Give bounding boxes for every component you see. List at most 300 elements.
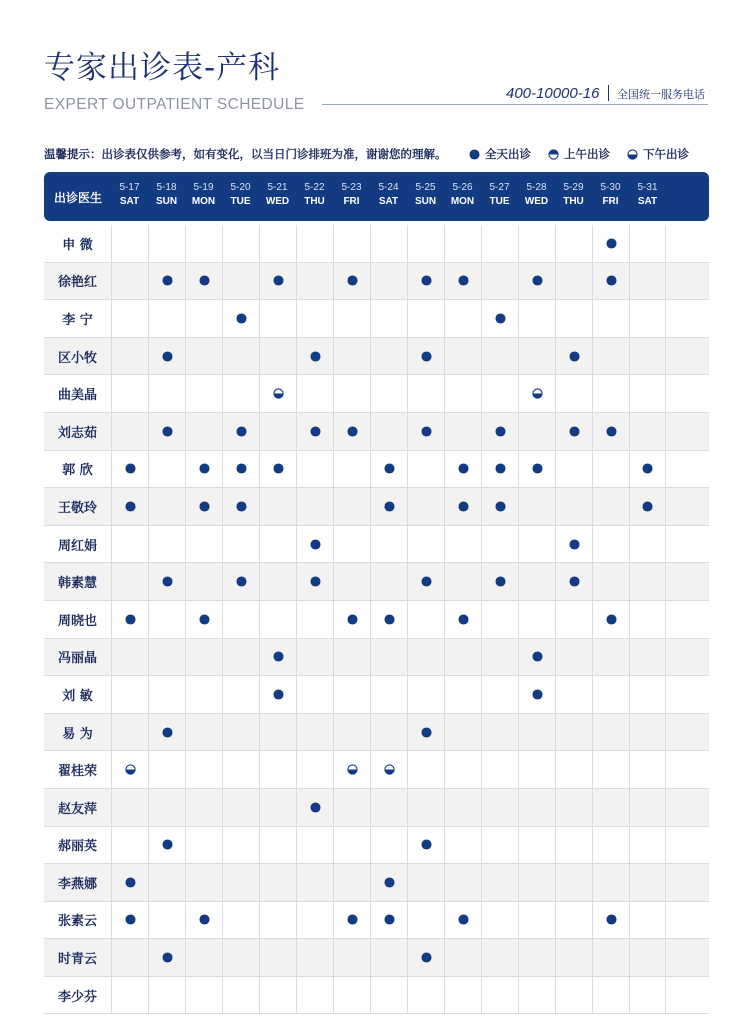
header-date bbox=[518, 172, 555, 207]
schedule-cell bbox=[407, 676, 444, 713]
full-day-dot-icon bbox=[199, 914, 210, 925]
schedule-cell bbox=[592, 939, 629, 976]
doctor-name: 赵友萍 bbox=[57, 801, 97, 817]
doctor-name: 郭 欣 bbox=[62, 463, 93, 479]
schedule-cell bbox=[592, 526, 629, 563]
schedule-cell bbox=[555, 827, 592, 864]
header-date-day: 5-26 bbox=[452, 182, 473, 193]
schedule-cell bbox=[259, 864, 296, 901]
afternoon-dot-icon bbox=[347, 764, 358, 775]
schedule-cell bbox=[333, 563, 370, 600]
schedule-cell bbox=[592, 375, 629, 412]
table-row bbox=[44, 375, 709, 413]
schedule-cell bbox=[333, 263, 370, 300]
schedule-cell bbox=[111, 827, 148, 864]
schedule-cell bbox=[185, 563, 222, 600]
half-bottom-circle-icon bbox=[627, 149, 638, 160]
legend-morning-label: 上午出诊 bbox=[564, 147, 610, 161]
schedule-cell bbox=[481, 263, 518, 300]
full-day-dot-icon bbox=[236, 576, 247, 587]
schedule-cell bbox=[222, 676, 259, 713]
schedule-cell bbox=[444, 714, 481, 751]
full-day-dot-icon bbox=[125, 914, 136, 925]
schedule-cell bbox=[333, 827, 370, 864]
full-day-dot-icon bbox=[236, 463, 247, 474]
header-date bbox=[185, 172, 222, 207]
schedule-cell bbox=[222, 601, 259, 638]
full-day-dot-icon bbox=[458, 914, 469, 925]
header-date bbox=[481, 172, 518, 207]
schedule-cell bbox=[555, 563, 592, 600]
schedule-cell bbox=[407, 300, 444, 337]
header-date-weekday: SAT bbox=[119, 196, 140, 207]
doctor-name: 申 微 bbox=[62, 237, 93, 253]
schedule-cell bbox=[185, 676, 222, 713]
header-date-day: 5-18 bbox=[156, 182, 177, 193]
full-day-dot-icon bbox=[347, 426, 358, 437]
schedule-cell bbox=[148, 338, 185, 375]
full-day-dot-icon bbox=[162, 727, 173, 738]
header-date-weekday: TUE bbox=[489, 196, 510, 207]
full-day-dot-icon bbox=[273, 689, 284, 700]
schedule-cell bbox=[333, 526, 370, 563]
schedule-cell bbox=[444, 413, 481, 450]
header-date-day: 5-24 bbox=[378, 182, 399, 193]
schedule-cell bbox=[259, 413, 296, 450]
schedule-cell bbox=[555, 375, 592, 412]
schedule-cell bbox=[148, 263, 185, 300]
schedule-cell bbox=[111, 413, 148, 450]
full-day-dot-icon bbox=[569, 426, 580, 437]
schedule-cell bbox=[259, 526, 296, 563]
schedule-cell bbox=[185, 827, 222, 864]
schedule-cell bbox=[111, 451, 148, 488]
doctor-name: 韩素慧 bbox=[57, 576, 97, 592]
doctor-name: 张素云 bbox=[57, 914, 97, 930]
schedule-cell bbox=[555, 789, 592, 826]
full-day-dot-icon bbox=[125, 463, 136, 474]
schedule-cell bbox=[444, 827, 481, 864]
full-day-dot-icon bbox=[532, 689, 543, 700]
schedule-cell bbox=[629, 639, 666, 676]
schedule-cell bbox=[407, 263, 444, 300]
schedule-cell bbox=[481, 902, 518, 939]
header-date bbox=[148, 172, 185, 207]
header-date-day: 5-22 bbox=[304, 182, 325, 193]
schedule-cell bbox=[296, 639, 333, 676]
schedule-cell bbox=[592, 864, 629, 901]
schedule-cell bbox=[370, 789, 407, 826]
schedule-cell bbox=[148, 789, 185, 826]
schedule-cell bbox=[111, 526, 148, 563]
schedule-cell bbox=[333, 751, 370, 788]
schedule-cell bbox=[481, 864, 518, 901]
legend-full-day-label: 全天出诊 bbox=[485, 147, 531, 161]
schedule-cell bbox=[370, 300, 407, 337]
schedule-cell bbox=[518, 263, 555, 300]
schedule-cell bbox=[111, 225, 148, 262]
full-day-dot-icon bbox=[273, 463, 284, 474]
schedule-cell bbox=[370, 601, 407, 638]
schedule-cell bbox=[444, 939, 481, 976]
schedule-cell bbox=[481, 375, 518, 412]
doctor-name: 易 为 bbox=[62, 726, 93, 742]
schedule-cell bbox=[222, 300, 259, 337]
schedule-cell bbox=[185, 714, 222, 751]
full-day-dot-icon bbox=[421, 275, 432, 286]
page-subtitle: EXPERT OUTPATIENT SCHEDULE bbox=[44, 96, 305, 113]
schedule-cell bbox=[555, 676, 592, 713]
schedule-cell bbox=[518, 488, 555, 525]
full-day-dot-icon bbox=[384, 914, 395, 925]
schedule-cell bbox=[629, 827, 666, 864]
doctor-name: 李燕娜 bbox=[57, 876, 97, 892]
schedule-cell bbox=[629, 864, 666, 901]
schedule-cell bbox=[259, 225, 296, 262]
schedule-cell bbox=[111, 601, 148, 638]
schedule-cell bbox=[370, 563, 407, 600]
schedule-cell bbox=[481, 563, 518, 600]
schedule-cell bbox=[555, 526, 592, 563]
schedule-cell bbox=[296, 864, 333, 901]
schedule-cell bbox=[629, 789, 666, 826]
schedule-cell bbox=[222, 338, 259, 375]
schedule-cell bbox=[629, 939, 666, 976]
schedule-cell bbox=[333, 225, 370, 262]
schedule-cell bbox=[370, 714, 407, 751]
schedule-cell bbox=[592, 977, 629, 1014]
schedule-cell bbox=[444, 601, 481, 638]
schedule-cell bbox=[296, 526, 333, 563]
schedule-cell bbox=[444, 676, 481, 713]
schedule-cell bbox=[555, 714, 592, 751]
schedule-cell bbox=[407, 827, 444, 864]
schedule-cell bbox=[444, 751, 481, 788]
table-row bbox=[44, 300, 709, 338]
schedule-cell bbox=[296, 225, 333, 262]
schedule-cell bbox=[444, 639, 481, 676]
schedule-grid bbox=[44, 225, 709, 1014]
full-day-dot-icon bbox=[569, 539, 580, 550]
schedule-cell bbox=[407, 977, 444, 1014]
full-day-dot-icon bbox=[310, 351, 321, 362]
doctor-name: 刘 敏 bbox=[62, 688, 93, 704]
schedule-cell bbox=[148, 977, 185, 1014]
doctor-name: 翟桂荣 bbox=[57, 764, 97, 780]
full-day-dot-icon bbox=[642, 501, 653, 512]
schedule-cell bbox=[111, 563, 148, 600]
full-day-dot-icon bbox=[569, 576, 580, 587]
schedule-cell bbox=[370, 676, 407, 713]
table-row bbox=[44, 639, 709, 677]
schedule-cell bbox=[481, 714, 518, 751]
schedule-cell bbox=[592, 413, 629, 450]
schedule-cell bbox=[481, 300, 518, 337]
schedule-cell bbox=[259, 751, 296, 788]
full-day-dot-icon bbox=[458, 501, 469, 512]
schedule-cell bbox=[481, 225, 518, 262]
schedule-cell bbox=[148, 714, 185, 751]
full-day-dot-icon bbox=[606, 914, 617, 925]
full-day-dot-icon bbox=[199, 614, 210, 625]
schedule-cell bbox=[444, 977, 481, 1014]
full-day-dot-icon bbox=[236, 313, 247, 324]
schedule-cell bbox=[444, 300, 481, 337]
schedule-cell bbox=[148, 827, 185, 864]
schedule-cell bbox=[296, 939, 333, 976]
schedule-cell bbox=[407, 413, 444, 450]
schedule-cell bbox=[111, 902, 148, 939]
schedule-cell bbox=[222, 488, 259, 525]
schedule-cell bbox=[222, 639, 259, 676]
schedule-cell bbox=[592, 338, 629, 375]
full-day-dot-icon bbox=[310, 539, 321, 550]
schedule-cell bbox=[629, 263, 666, 300]
schedule-cell bbox=[518, 827, 555, 864]
schedule-cell bbox=[407, 751, 444, 788]
schedule-cell bbox=[592, 827, 629, 864]
schedule-cell bbox=[518, 676, 555, 713]
schedule-cell bbox=[185, 225, 222, 262]
full-day-dot-icon bbox=[199, 275, 210, 286]
full-day-dot-icon bbox=[199, 463, 210, 474]
schedule-cell bbox=[444, 375, 481, 412]
schedule-cell bbox=[296, 902, 333, 939]
doctor-name: 李少芬 bbox=[57, 989, 97, 1005]
schedule-cell bbox=[518, 563, 555, 600]
full-day-dot-icon bbox=[642, 463, 653, 474]
header-date bbox=[629, 172, 666, 207]
full-day-dot-icon bbox=[236, 501, 247, 512]
table-row bbox=[44, 714, 709, 752]
header-date-day: 5-17 bbox=[119, 182, 140, 193]
doctor-name: 区小牧 bbox=[57, 350, 97, 366]
schedule-cell bbox=[407, 563, 444, 600]
header-date bbox=[259, 172, 296, 207]
schedule-cell bbox=[518, 789, 555, 826]
schedule-cell bbox=[518, 939, 555, 976]
full-day-dot-icon bbox=[125, 614, 136, 625]
schedule-cell bbox=[592, 225, 629, 262]
schedule-cell bbox=[518, 413, 555, 450]
schedule-cell bbox=[481, 601, 518, 638]
schedule-cell bbox=[222, 977, 259, 1014]
schedule-cell bbox=[333, 939, 370, 976]
table-row bbox=[44, 563, 709, 601]
schedule-cell bbox=[555, 451, 592, 488]
schedule-cell bbox=[407, 338, 444, 375]
schedule-cell bbox=[555, 263, 592, 300]
table-row bbox=[44, 789, 709, 827]
schedule-cell bbox=[259, 601, 296, 638]
schedule-cell bbox=[370, 977, 407, 1014]
schedule-cell bbox=[185, 413, 222, 450]
schedule-cell bbox=[444, 789, 481, 826]
schedule-cell bbox=[296, 751, 333, 788]
schedule-cell bbox=[296, 827, 333, 864]
schedule-cell bbox=[296, 375, 333, 412]
schedule-cell bbox=[518, 526, 555, 563]
table-row bbox=[44, 864, 709, 902]
schedule-cell bbox=[185, 375, 222, 412]
header-date-day: 5-21 bbox=[267, 182, 288, 193]
header-date-weekday: THU bbox=[563, 196, 584, 207]
schedule-cell bbox=[370, 827, 407, 864]
schedule-cell bbox=[592, 902, 629, 939]
schedule-cell bbox=[333, 714, 370, 751]
schedule-cell bbox=[407, 789, 444, 826]
schedule-cell bbox=[629, 451, 666, 488]
schedule-cell bbox=[222, 864, 259, 901]
full-day-dot-icon bbox=[532, 463, 543, 474]
header-date-day: 5-30 bbox=[600, 182, 621, 193]
header-doctor-label: 出诊医生 bbox=[54, 191, 103, 205]
schedule-cell bbox=[592, 263, 629, 300]
schedule-cell bbox=[370, 902, 407, 939]
full-day-dot-icon bbox=[532, 651, 543, 662]
schedule-cell bbox=[518, 977, 555, 1014]
service-phone[interactable]: 400-10000-16 bbox=[506, 85, 600, 102]
schedule-cell bbox=[629, 526, 666, 563]
full-day-dot-icon bbox=[273, 275, 284, 286]
header-date-day: 5-28 bbox=[526, 182, 547, 193]
schedule-cell bbox=[148, 451, 185, 488]
schedule-cell bbox=[592, 714, 629, 751]
schedule-cell bbox=[592, 676, 629, 713]
full-day-dot-icon bbox=[495, 313, 506, 324]
schedule-cell bbox=[407, 939, 444, 976]
schedule-cell bbox=[407, 375, 444, 412]
schedule-cell bbox=[222, 413, 259, 450]
full-day-dot-icon bbox=[310, 802, 321, 813]
schedule-cell bbox=[259, 488, 296, 525]
schedule-cell bbox=[444, 338, 481, 375]
schedule-cell bbox=[148, 375, 185, 412]
full-day-dot-icon bbox=[125, 501, 136, 512]
schedule-cell bbox=[518, 338, 555, 375]
schedule-cell bbox=[222, 451, 259, 488]
full-day-dot-icon bbox=[310, 426, 321, 437]
table-row bbox=[44, 977, 709, 1015]
schedule-cell bbox=[148, 300, 185, 337]
phone-separator bbox=[608, 85, 609, 101]
schedule-cell bbox=[148, 413, 185, 450]
schedule-cell bbox=[185, 338, 222, 375]
schedule-cell bbox=[407, 714, 444, 751]
legend-full-day bbox=[469, 146, 531, 162]
schedule-cell bbox=[222, 902, 259, 939]
schedule-cell bbox=[370, 225, 407, 262]
header-date-weekday: FRI bbox=[602, 196, 619, 207]
doctor-name: 刘志茹 bbox=[57, 425, 97, 441]
schedule-cell bbox=[222, 263, 259, 300]
full-day-dot-icon bbox=[458, 614, 469, 625]
schedule-cell bbox=[481, 526, 518, 563]
schedule-cell bbox=[296, 977, 333, 1014]
schedule-cell bbox=[111, 751, 148, 788]
header-date-weekday: MON bbox=[450, 196, 475, 207]
schedule-cell bbox=[222, 827, 259, 864]
full-day-dot-icon bbox=[421, 426, 432, 437]
schedule-cell bbox=[259, 977, 296, 1014]
schedule-cell bbox=[370, 864, 407, 901]
schedule-cell bbox=[111, 789, 148, 826]
schedule-cell bbox=[481, 789, 518, 826]
schedule-cell bbox=[148, 639, 185, 676]
schedule-cell bbox=[407, 902, 444, 939]
notice-text: 温馨提示：出诊表仅供参考，如有变化，以当日门诊排班为准，谢谢您的理解。 bbox=[44, 147, 447, 161]
full-day-dot-icon bbox=[273, 651, 284, 662]
schedule-cell bbox=[296, 789, 333, 826]
schedule-cell bbox=[333, 488, 370, 525]
schedule-cell bbox=[518, 300, 555, 337]
schedule-cell bbox=[185, 601, 222, 638]
schedule-cell bbox=[111, 864, 148, 901]
full-day-dot-icon bbox=[347, 614, 358, 625]
schedule-cell bbox=[592, 563, 629, 600]
table-row bbox=[44, 526, 709, 564]
header-date-weekday: FRI bbox=[343, 196, 360, 207]
schedule-cell bbox=[148, 864, 185, 901]
schedule-cell bbox=[185, 864, 222, 901]
schedule-cell bbox=[185, 789, 222, 826]
schedule-cell bbox=[111, 676, 148, 713]
schedule-cell bbox=[333, 338, 370, 375]
schedule-cell bbox=[222, 563, 259, 600]
header-date-weekday: THU bbox=[304, 196, 325, 207]
schedule-cell bbox=[444, 563, 481, 600]
table-row bbox=[44, 451, 709, 489]
header-date bbox=[370, 172, 407, 207]
schedule-cell bbox=[555, 225, 592, 262]
schedule-cell bbox=[518, 864, 555, 901]
full-day-dot-icon bbox=[495, 501, 506, 512]
schedule-cell bbox=[592, 639, 629, 676]
full-day-dot-icon bbox=[310, 576, 321, 587]
schedule-cell bbox=[259, 902, 296, 939]
full-day-dot-icon bbox=[606, 426, 617, 437]
schedule-cell bbox=[629, 977, 666, 1014]
schedule-cell bbox=[259, 375, 296, 412]
schedule-cell bbox=[407, 451, 444, 488]
full-day-dot-icon bbox=[421, 351, 432, 362]
schedule-cell bbox=[111, 488, 148, 525]
header-date-day: 5-29 bbox=[563, 182, 584, 193]
full-day-dot-icon bbox=[162, 426, 173, 437]
schedule-cell bbox=[370, 639, 407, 676]
schedule-cell bbox=[111, 977, 148, 1014]
table-row bbox=[44, 827, 709, 865]
schedule-cell bbox=[592, 751, 629, 788]
schedule-cell bbox=[185, 451, 222, 488]
schedule-cell bbox=[296, 601, 333, 638]
schedule-cell bbox=[222, 789, 259, 826]
schedule-cell bbox=[370, 451, 407, 488]
full-day-dot-icon bbox=[384, 501, 395, 512]
schedule-cell bbox=[444, 488, 481, 525]
schedule-cell bbox=[518, 375, 555, 412]
schedule-cell bbox=[481, 977, 518, 1014]
schedule-cell bbox=[629, 225, 666, 262]
schedule-cell bbox=[555, 639, 592, 676]
full-day-dot-icon bbox=[606, 238, 617, 249]
full-day-dot-icon bbox=[162, 952, 173, 963]
schedule-cell bbox=[333, 977, 370, 1014]
schedule-cell bbox=[333, 864, 370, 901]
full-day-dot-icon bbox=[458, 275, 469, 286]
schedule-cell bbox=[629, 714, 666, 751]
schedule-cell bbox=[629, 902, 666, 939]
